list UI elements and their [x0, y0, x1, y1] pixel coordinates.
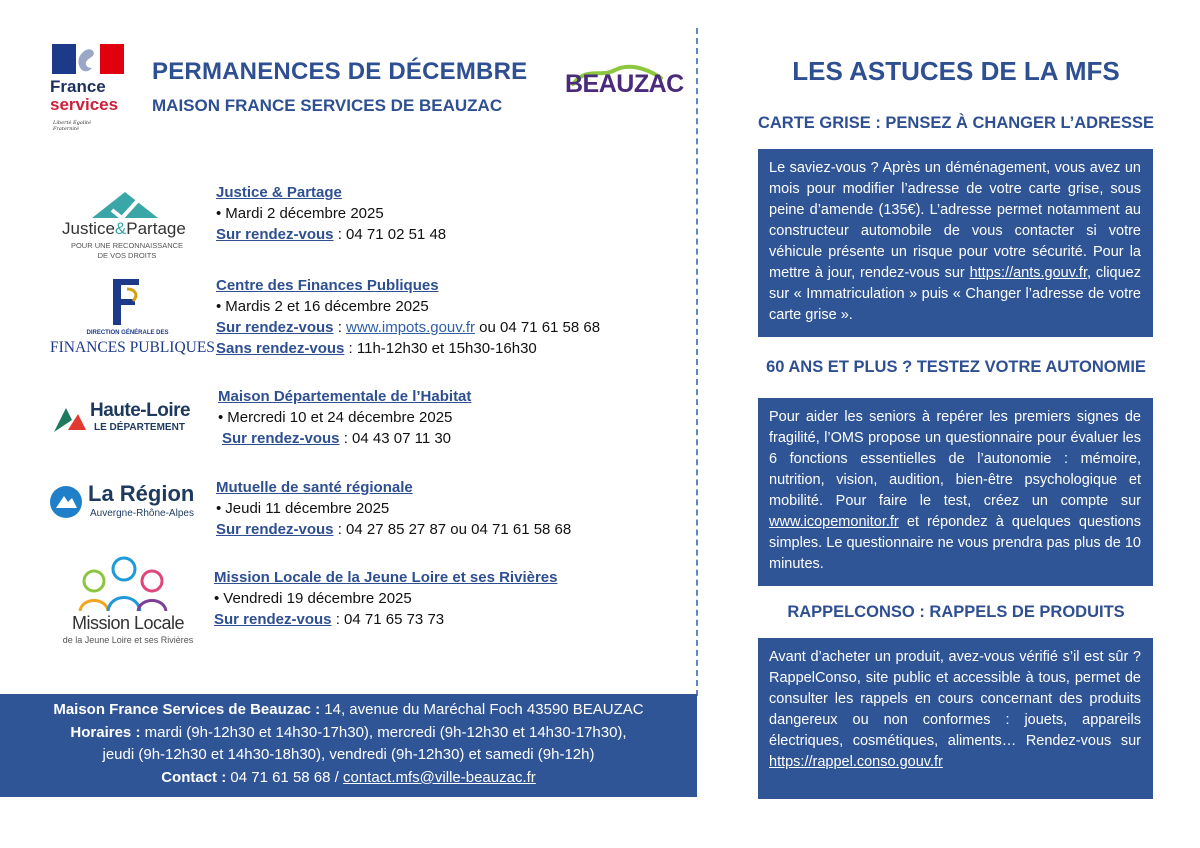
finances-publiques-logo — [50, 273, 215, 359]
tip-heading-rappelconso: RAPPELCONSO : RAPPELS DE PRODUITS — [787, 603, 1125, 621]
finances-publiques-logo-sub: DIRECTION GÉNÉRALE DES — [86, 330, 169, 336]
france-services-word-2: services — [50, 95, 119, 114]
france-services-word-1: France — [50, 77, 106, 96]
tip-heading-carte-grise: CARTE GRISE : PENSEZ À CHANGER L’ADRESSE — [757, 114, 1155, 132]
entry-title[interactable]: Justice & Partage — [216, 184, 342, 201]
walkin-label[interactable]: Sans rendez-vous — [216, 340, 345, 357]
entry-title[interactable]: Centre des Finances Publiques — [216, 277, 439, 294]
justice-partage-emblem-icon — [90, 190, 160, 220]
contact-phone: 04 71 61 58 68 / — [226, 768, 343, 786]
tips-title: LES ASTUCES DE LA MFS — [792, 56, 1120, 86]
mission-locale-logo — [58, 555, 198, 655]
rdv-label[interactable]: Sur rendez-vous — [216, 319, 334, 336]
address-label: Maison France Services de Beauzac : — [53, 701, 321, 718]
rdv-phone: : 04 71 65 73 73 — [331, 611, 445, 628]
la-region-logo — [50, 482, 205, 524]
finances-publiques-emblem-icon — [105, 275, 145, 327]
marianne-flag-icon — [52, 44, 124, 74]
tip-text: Avant d’acheter un produit, avez-vous vérifié s’il est sûr ? RappelConso, site public et accessible à tous, permet de consulter les rappels en cours concernant des produits dangereux ou non conformes : jouets, appareils électriques, cosmétiques, aliments… Rendez-vous sur — [769, 649, 1141, 749]
beauzac-logo — [565, 62, 684, 114]
mission-locale-logo-sub: de la Jeune Loire et ses Rivières — [62, 635, 194, 645]
france-services-logo — [50, 42, 130, 138]
rdv-label[interactable]: Sur rendez-vous — [216, 521, 334, 538]
rdv-phone: : 04 43 07 11 30 — [339, 430, 452, 447]
entry-finances-publiques: Centre des Finances Publiques • Mardis 2 et 16 décembre 2025 Sur rendez-vous : www.impots.gouv.fr ou 04 71 61 58 68 Sans rendez-vous : 11h-12h30 et 15h30-16h30 — [216, 277, 601, 357]
haute-loire-logo-sub: LE DÉPARTEMENT — [94, 422, 185, 433]
icopemonitor-link[interactable]: www.icopemonitor.fr — [769, 514, 899, 530]
mission-locale-logo-name: Mission Locale — [71, 613, 185, 633]
hours-text-2: jeudi (9h-12h30 et 14h30-18h30), vendredi (9h-12h30) et samedi (9h-12h) — [102, 746, 595, 763]
haute-loire-logo — [52, 400, 202, 440]
entry-justice-partage: Justice & Partage • Mardi 2 décembre 2025 Sur rendez-vous : 04 71 02 51 48 — [216, 184, 447, 243]
contact-label: Contact : — [161, 768, 227, 786]
contact-email-link[interactable]: contact.mfs@ville-beauzac.fr — [342, 768, 536, 786]
la-region-logo-name: La Région — [88, 481, 195, 506]
rappelconso-link[interactable]: https://rappel.conso.gouv.fr — [769, 754, 943, 770]
entry-date: Jeudi 11 décembre 2025 — [225, 500, 390, 517]
rdv-phone: : 04 27 85 27 87 ou 04 71 61 58 68 — [333, 521, 572, 538]
entry-mission-locale: Mission Locale de la Jeune Loire et ses Rivières • Vendredi 19 décembre 2025 Sur rendez-vous : 04 71 65 73 73 — [214, 569, 558, 628]
rdv-separator: : — [333, 319, 347, 336]
entry-title[interactable]: Mutuelle de santé régionale — [216, 479, 413, 496]
justice-partage-logo — [58, 190, 198, 264]
hours-text-1: mardi (9h-12h30 et 14h30-17h30), mercredi (9h-12h30 et 14h30-17h30), — [140, 723, 627, 741]
page-title: PERMANENCES DE DÉCEMBRE — [152, 58, 528, 85]
justice-partage-logo-tagline: POUR UNE RECONNAISSANCE DE VOS DROITS — [70, 241, 184, 260]
tip-text-after: , cliquez sur « Immatriculation » puis « Changer l’adresse de votre carte grise ». — [769, 265, 1141, 323]
la-region-emblem-icon — [50, 486, 82, 518]
page-subtitle: MAISON FRANCE SERVICES DE BEAUZAC — [152, 96, 503, 115]
tip-text-after: et répondez à quelques questions simples. Le questionnaire ne vous prendra pas plus de 10 minutes. — [769, 514, 1141, 572]
rdv-label[interactable]: Sur rendez-vous — [216, 226, 334, 243]
entry-mutuelle: Mutuelle de santé régionale • Jeudi 11 décembre 2025 Sur rendez-vous : 04 27 85 27 87 ou 04 71 61 58 68 — [216, 479, 572, 538]
mission-locale-emblem-icon — [78, 555, 178, 611]
hours-label: Horaires : — [70, 723, 141, 741]
tip-box-rappelconso — [758, 638, 1153, 799]
walkin-hours: : 11h-12h30 et 15h30-16h30 — [344, 340, 537, 357]
haute-loire-logo-name: Haute-Loire — [90, 400, 191, 421]
la-region-logo-sub: Auvergne-Rhône-Alpes — [90, 508, 194, 519]
tip-text: Le saviez-vous ? Après un déménagement, vous avez un mois pour modifier l’adresse de votre carte grise, sous peine d’amende (135€). L’adresse permet notamment au constructeur automobile de vous contacter si votre véhicule présente un risque pour votre sécurité. Pour la mettre à jour, rendez-vous sur — [769, 160, 1141, 281]
tip-text: Pour aider les seniors à repérer les premiers signes de fragilité, l’OMS propose un questionnaire pour évaluer les 6 fonctions essentielles de l’autonomie : mémoire, nutrition, vision, audition, bien-être psychologique et mobilité. Pour faire le test, créez un compte sur — [769, 409, 1141, 509]
impots-link[interactable]: www.impots.gouv.fr — [346, 319, 475, 336]
finances-publiques-logo-name: FINANCES PUBLIQUES — [50, 339, 215, 356]
haute-loire-emblem-icon — [52, 404, 90, 434]
entry-date: Vendredi 19 décembre 2025 — [223, 590, 412, 607]
rdv-phone: ou 04 71 61 58 68 — [474, 319, 601, 336]
rdv-label[interactable]: Sur rendez-vous — [222, 430, 340, 447]
ants-link[interactable]: https://ants.gouv.fr — [969, 265, 1087, 281]
entry-maison-habitat: Maison Départementale de l’Habitat • Mercredi 10 et 24 décembre 2025 Sur rendez-vous : 04 43 07 11 30 — [218, 388, 472, 447]
tip-heading-autonomie: 60 ANS ET PLUS ? TESTEZ VOTRE AUTONOMIE — [766, 358, 1146, 376]
column-divider — [696, 28, 698, 696]
tip-box-carte-grise — [758, 149, 1153, 337]
address-text: 14, avenue du Maréchal Foch 43590 BEAUZAC — [320, 701, 644, 718]
tip-box-autonomie — [758, 398, 1153, 586]
rdv-phone: : 04 71 02 51 48 — [333, 226, 447, 243]
entry-title[interactable]: Mission Locale de la Jeune Loire et ses Rivières — [214, 569, 558, 586]
footer-contact-bar — [0, 694, 697, 797]
justice-partage-logo-text: Justice&Partage — [62, 219, 186, 238]
france-services-motto: Liberté Égalité Fraternité — [53, 120, 92, 132]
beauzac-logo-text: BEAUZAC — [565, 70, 684, 98]
entry-date: Mardi 2 décembre 2025 — [225, 205, 384, 222]
entry-title[interactable]: Maison Départementale de l’Habitat — [218, 388, 472, 405]
rdv-label[interactable]: Sur rendez-vous — [214, 611, 332, 628]
entry-date: Mardis 2 et 16 décembre 2025 — [225, 298, 429, 315]
entry-date: Mercredi 10 et 24 décembre 2025 — [227, 409, 453, 426]
